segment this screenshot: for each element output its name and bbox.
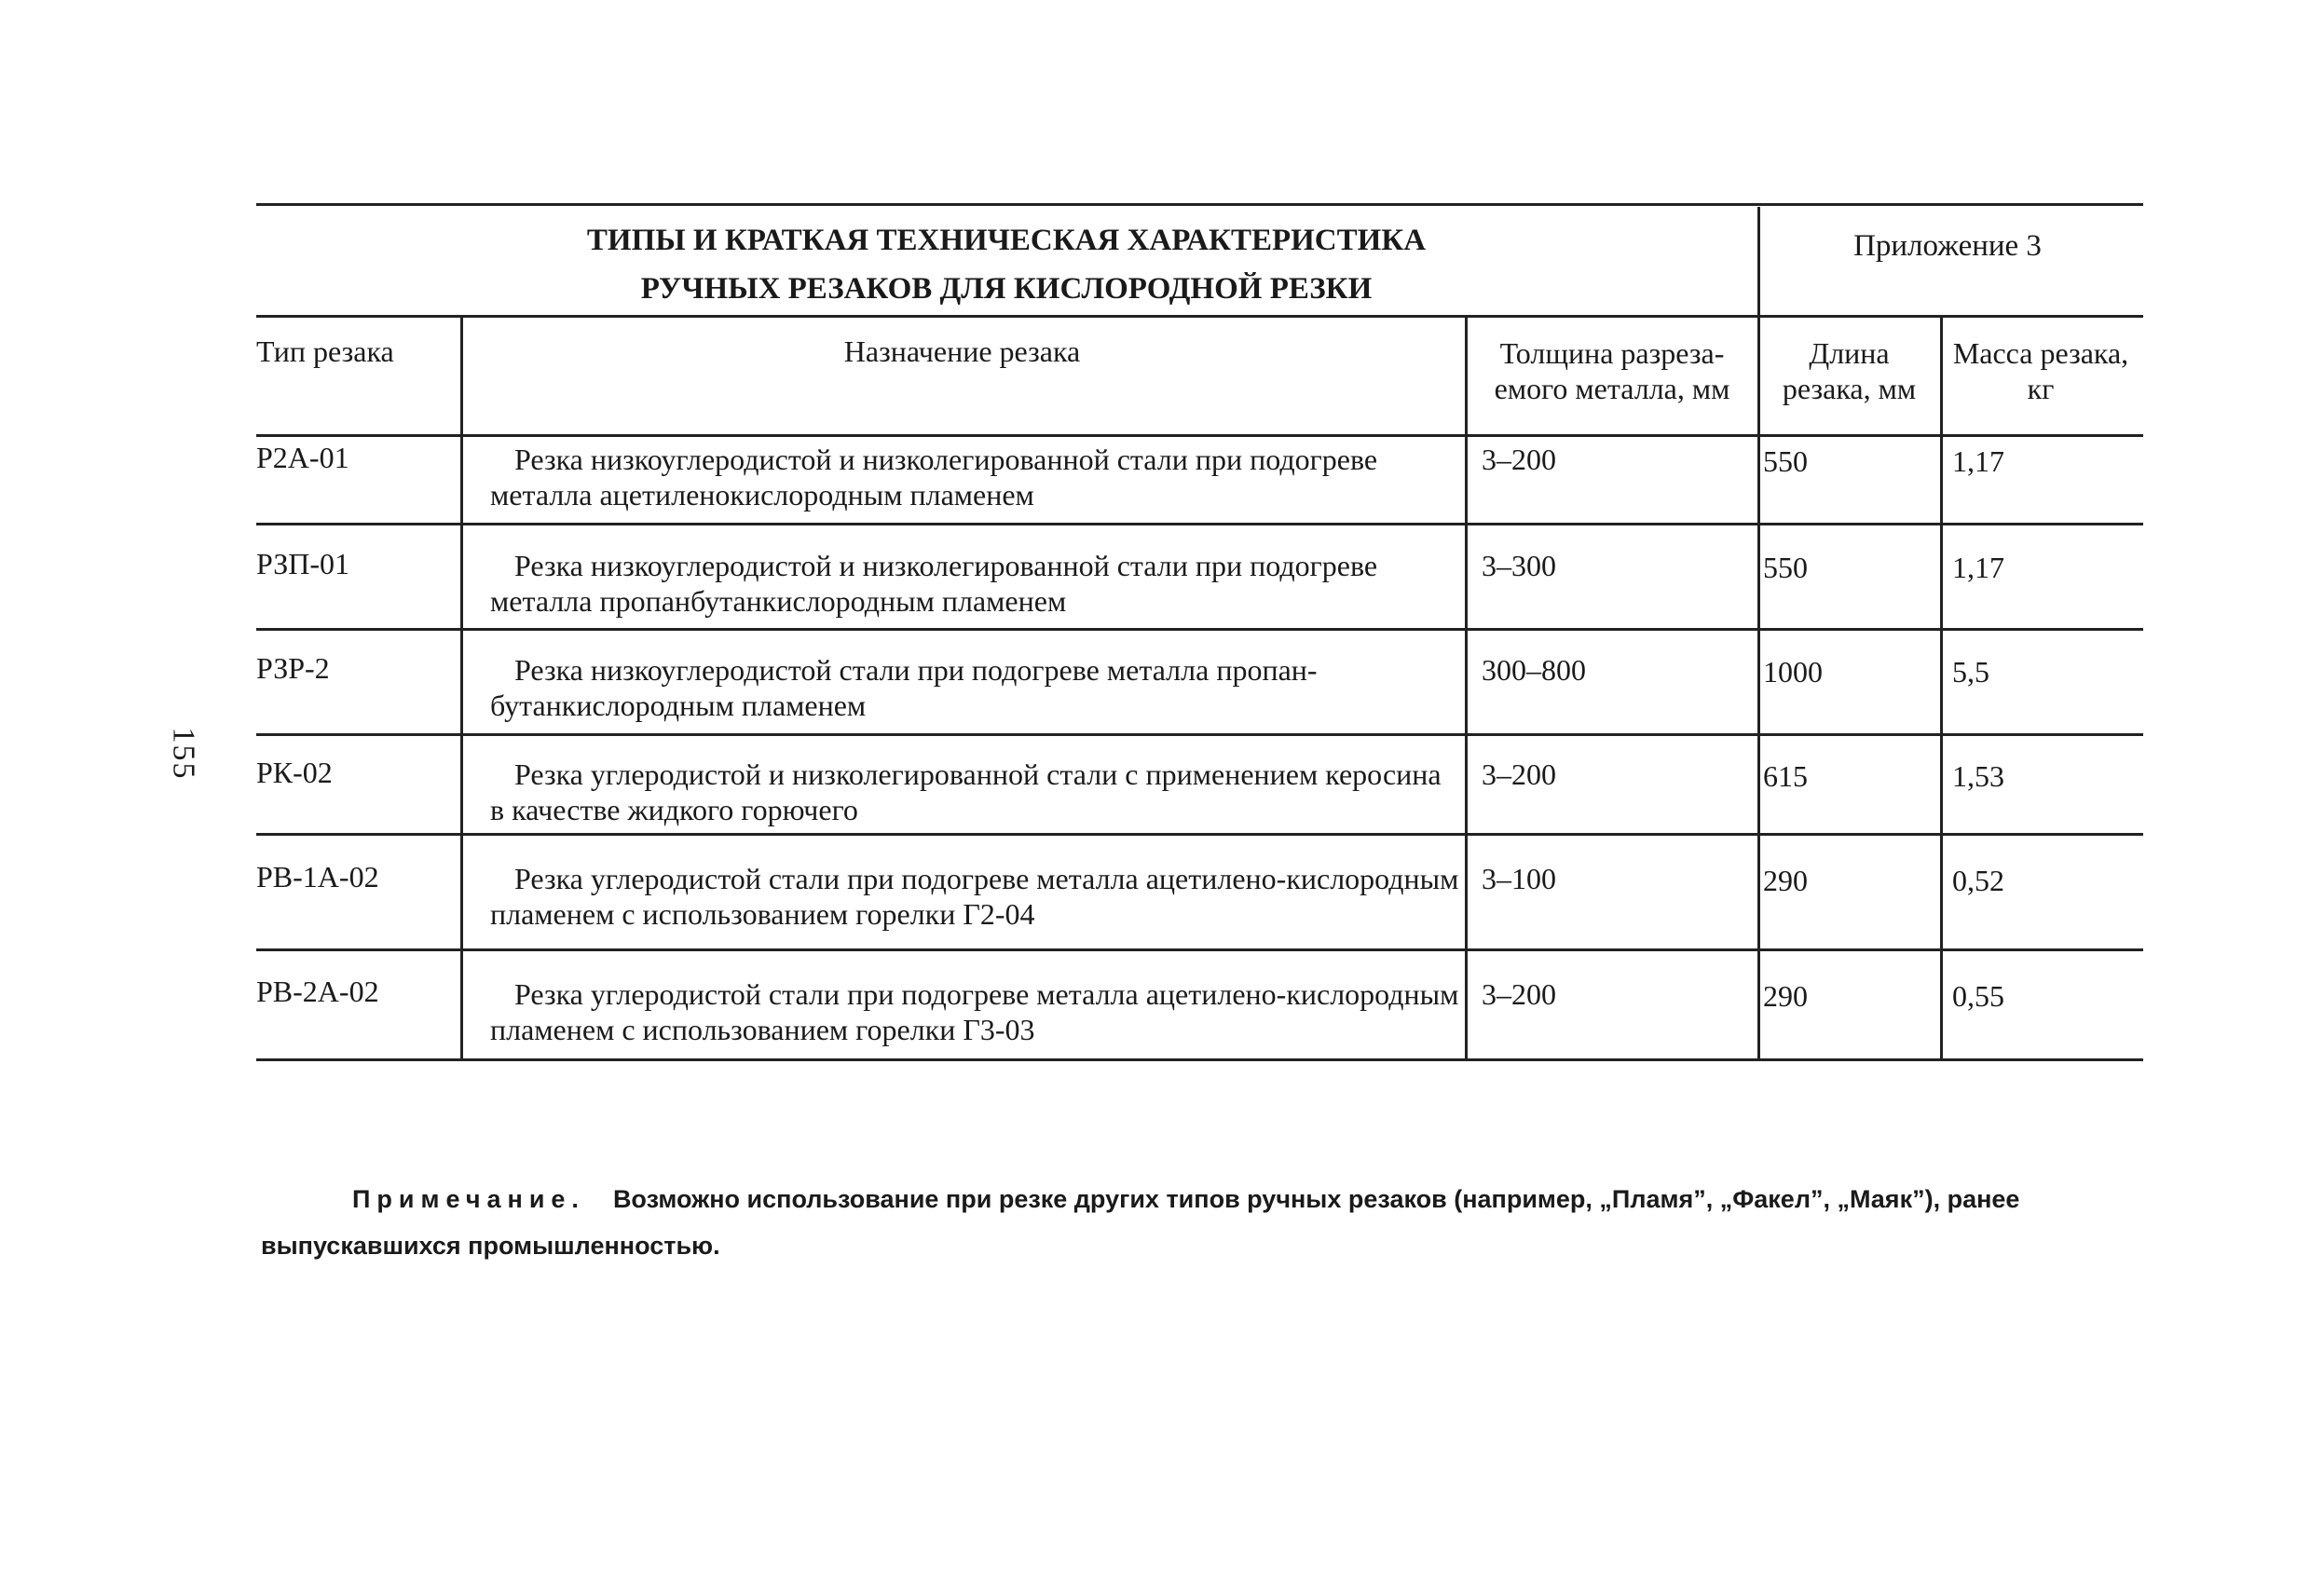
cell-purpose: Резка углеродистой стали при подогреве металла ацетилено-кислородным пламенем с использованием горелки Г2-04 [490,862,1459,931]
cell-purpose: Резка низкоуглеродистой стали при подогреве металла пропан-бутанкислородным пламенем [490,653,1318,722]
column-header-rule [256,434,2143,437]
cell-thickness: 3–200 [1482,443,1556,476]
row-rule [256,733,2143,736]
cell-mass: 0,55 [1952,979,2004,1013]
cell-thickness: 3–300 [1482,549,1556,582]
cell-length: 550 [1763,551,1808,584]
header-length: Длина резака, мм [1782,336,1917,405]
cell-purpose: Резка низкоуглеродистой и низколегированной стали при подогреве металла ацетиленокислородным пламенем [490,443,1378,512]
cell-thickness: 3–200 [1482,757,1556,791]
cell-purpose: Резка углеродистой и низколегированной стали с применением керосина в качестве жидкого горючего [490,757,1442,826]
header-rule [256,315,2143,318]
cell-thickness: 3–100 [1482,862,1556,895]
cell-length: 290 [1763,979,1808,1013]
header-purpose: Назначение резака [843,334,1081,368]
cell-mass: 1,17 [1952,551,2004,584]
header-mass: Масса резака, кг [1952,336,2129,405]
footnote-text: Возможно использование при резке других типов ручных резаков (например, „Пламя”, „Факел”, „Маяк”), ранее выпускавшихся промышленностью. [261,1185,2020,1260]
cell-thickness: 3–200 [1482,977,1556,1011]
appendix-label: Приложение 3 [1853,229,2042,263]
cell-type: РЗП-01 [256,547,349,580]
table-title [261,216,1752,313]
column-divider [1940,317,1943,1060]
row-rule [256,628,2143,631]
cell-purpose: Резка низкоуглеродистой и низколегированной стали при подогреве металла пропанбутанкислородным пламенем [490,549,1378,618]
footnote [261,1176,2143,1269]
title-line-2: РУЧНЫХ РЕЗАКОВ ДЛЯ КИСЛОРОДНОЙ РЕЗКИ [640,272,1373,306]
row-rule [256,833,2143,836]
row-rule [256,523,2143,525]
footnote-label: Примечание. [352,1185,585,1213]
cell-length: 615 [1763,759,1808,793]
cell-length: 1000 [1763,655,1823,689]
column-divider [1465,317,1468,1060]
cell-type: РВ-2А-02 [256,975,379,1008]
cell-thickness: 300–800 [1482,653,1586,687]
cell-type: РВ-1А-02 [256,860,379,893]
column-divider [1757,207,1760,1060]
table-bottom-rule [256,1058,2143,1061]
row-rule [256,948,2143,951]
header-thickness: Толщина разреза-емого металла, мм [1494,336,1730,405]
column-divider [460,317,463,1060]
cell-type: Р2А-01 [256,441,349,474]
cell-type: РК-02 [256,756,333,789]
page-number: 155 [166,727,201,781]
cell-length: 550 [1763,444,1808,478]
cell-purpose: Резка углеродистой стали при подогреве металла ацетилено-кислородным пламенем с использованием горелки Г3-03 [490,977,1459,1046]
title-line-1: ТИПЫ И КРАТКАЯ ТЕХНИЧЕСКАЯ ХАРАКТЕРИСТИКА [586,224,1427,257]
cell-type: РЗР-2 [256,651,330,685]
cell-length: 290 [1763,864,1808,897]
header-type: Тип резака [256,334,394,368]
table-top-rule [256,203,2143,206]
cell-mass: 1,53 [1952,759,2004,793]
cell-mass: 1,17 [1952,444,2004,478]
cell-mass: 0,52 [1952,864,2004,897]
cell-mass: 5,5 [1952,655,1989,689]
